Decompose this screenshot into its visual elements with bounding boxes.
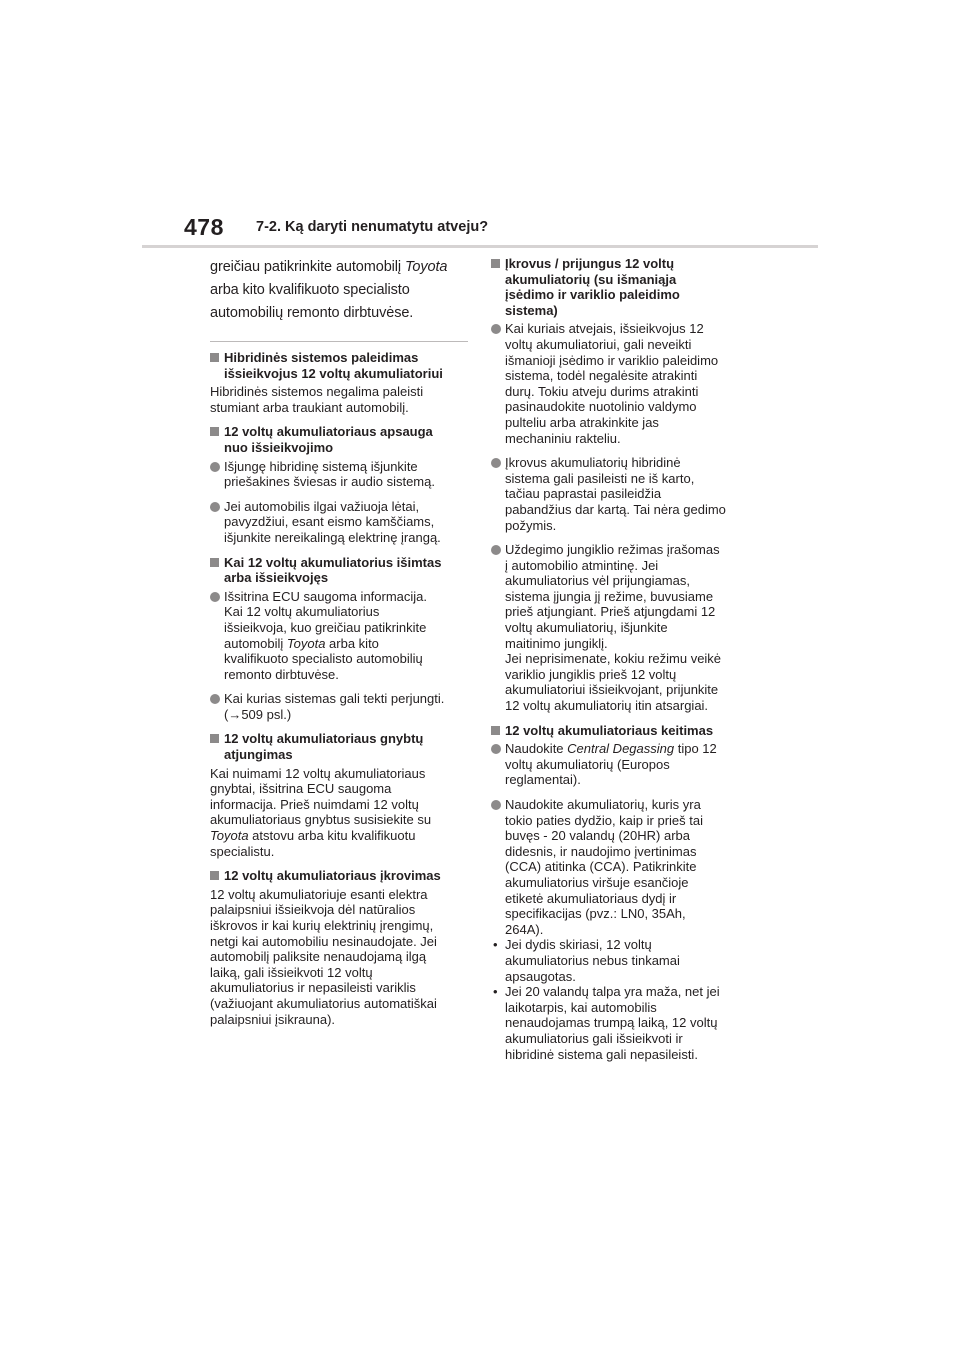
section-heading: Įkrovus / prijungus 12 voltų akumuliatorių (su išmaniąja įsėdimo ir variklio paleidimo sistema) [491, 256, 749, 318]
left-column [210, 256, 468, 1036]
bullet-item: Kai kurias sistemas gali tekti perjungti. (→509 psl.) [210, 691, 468, 722]
round-bullet-icon [210, 592, 220, 602]
right-column [491, 256, 749, 1062]
header-rule [142, 245, 818, 248]
page-header [0, 0, 960, 260]
section-heading: 12 voltų akumuliatoriaus gnybtų atjungimas [210, 731, 468, 762]
continued-paragraph: greičiau patikrinkite automobilį Toyota arba kito kvalifikuoto specialisto automobilių remonto dirbtuvėse. [210, 259, 448, 321]
section-heading: 12 voltų akumuliatoriaus keitimas [491, 723, 749, 739]
bullet-item: Uždegimo jungiklio režimas įrašomas į automobilio atmintinę. Jei akumuliatorius vėl prijungiamas, sistema įjungia jį režime, buvusiame prieš atjungiant. Prieš atjungdami 12 voltų akumuliatorių, išjunkite maitinimo jungiklį. Jei neprisimenate, kokiu režimu veikė variklio jungiklis prieš 12 voltų akumuliatoriui išsieikvojant, prijunkite 12 voltų akumuliatorių itin atsargiai. [491, 542, 749, 714]
round-bullet-icon [210, 462, 220, 472]
bullet-item: Išjungę hibridinę sistemą išjunkite priešakines šviesas ir audio sistemą. [210, 459, 468, 490]
bullet-item: Naudokite Central Degassing tipo 12 voltų akumuliatorių (Europos reglamentai). [491, 741, 749, 788]
square-marker-icon [210, 871, 219, 880]
round-bullet-icon [210, 694, 220, 704]
round-bullet-icon [491, 744, 501, 754]
round-bullet-icon [491, 458, 501, 468]
square-marker-icon [210, 353, 219, 362]
page-number: 478 [184, 214, 224, 240]
section-heading: Kai 12 voltų akumuliatorius išimtas arba išsieikvojęs [210, 555, 468, 586]
section-heading: 12 voltų akumuliatoriaus įkrovimas [210, 868, 468, 884]
chapter-title: 7-2. Ką daryti nenumatytu atveju? [256, 219, 489, 235]
small-bullet-icon: • [493, 984, 498, 1000]
round-bullet-icon [491, 324, 501, 334]
round-bullet-icon [491, 545, 501, 555]
square-marker-icon [210, 734, 219, 743]
square-marker-icon [210, 427, 219, 436]
section-divider [210, 341, 468, 342]
bullet-item: Naudokite akumuliatorių, kuris yra tokio paties dydžio, kaip ir prieš tai buvęs - 20 valandų (20HR) arba didesnis, ir naudojimo įvertinimas (CCA) atitinka (CCA). Patikrinkite akumuliatorius viršuje esančioje etiketė akumuliatoriaus dydį ir specifikacijas (pvz.: LN0, 35Ah, 264A). [491, 797, 749, 937]
bullet-item: Kai kuriais atvejais, išsieikvojus 12 voltų akumuliatoriui, gali neveikti išmanioji įsėdimo ir variklio paleidimo sistema, todėl negalėsite atrakinti durų. Tokiu atveju durims atrakinti pasinaudokite nuotolinio valdymo pulteliu arba atrakinkite jas mechaniniu rakteliu. [491, 321, 749, 446]
bullet-item: Įkrovus akumuliatorių hibridinė sistema gali pasileisti ne iš karto, tačiau paprastai pasileidžia pabandžius dar kartą. Tai nėra gedimo požymis. [491, 455, 749, 533]
sub-bullet-item: • Jei dydis skiriasi, 12 voltų akumuliatorius nebus tinkamai apsaugotas. [493, 937, 680, 984]
page-reference[interactable]: (→509 psl.) [224, 706, 292, 722]
paragraph: 12 voltų akumuliatoriuje esanti elektra palaipsniui išsieikvoja dėl natūralios iškrovos ir kai kurių elektrinių įrengimų, netgi kai automobiliu nesinaudojate. Jei automobilį paliksite nenaudojamą ilgą laiką, gali išsieikvoti 12 voltų akumuliatorius ir nepasileisti variklis (važiuojant akumuliatorius automatiškai palaipsniui įsikrauna). [210, 886, 437, 1027]
round-bullet-icon [210, 502, 220, 512]
sub-bullet-item: • Jei 20 valandų talpa yra maža, net jei laikotarpis, kai automobilis nenaudojamas trumpą laiką, 12 voltų akumuliatorius gali išsieikvoti ir hibridinė sistema gali nepasileisti. [493, 984, 720, 1062]
small-bullet-icon: • [493, 937, 498, 953]
section-heading: 12 voltų akumuliatoriaus apsauga nuo išsieikvojimo [210, 424, 468, 455]
round-bullet-icon [491, 800, 501, 810]
square-marker-icon [491, 726, 500, 735]
bullet-item: Jei automobilis ilgai važiuoja lėtai, pavyzdžiui, esant eismo kamščiams, išjunkite nereikalingą elektrinę įrangą. [210, 499, 468, 546]
square-marker-icon [491, 259, 500, 268]
square-marker-icon [210, 558, 219, 567]
section-heading: Hibridinės sistemos paleidimas išsieikvojus 12 voltų akumuliatoriui [210, 350, 468, 381]
bullet-item: Išsitrina ECU saugoma informacija. Kai 12 voltų akumuliatorius išsieikvoja, kuo greičiau patikrinkite automobilį Toyota arba kito kvalifikuoto specialisto automobilių remonto dirbtuvėse. [210, 589, 468, 683]
paragraph: Kai nuimami 12 voltų akumuliatoriaus gnybtai, išsitrina ECU saugoma informacija. Prieš nuimdami 12 voltų akumuliatoriaus gnybtus susisiekite su Toyota atstovu arba kitu kvalifikuotu specialistu. [210, 765, 432, 859]
paragraph: Hibridinės sistemos negalima paleisti stumiant arba traukiant automobilį. [210, 384, 424, 415]
